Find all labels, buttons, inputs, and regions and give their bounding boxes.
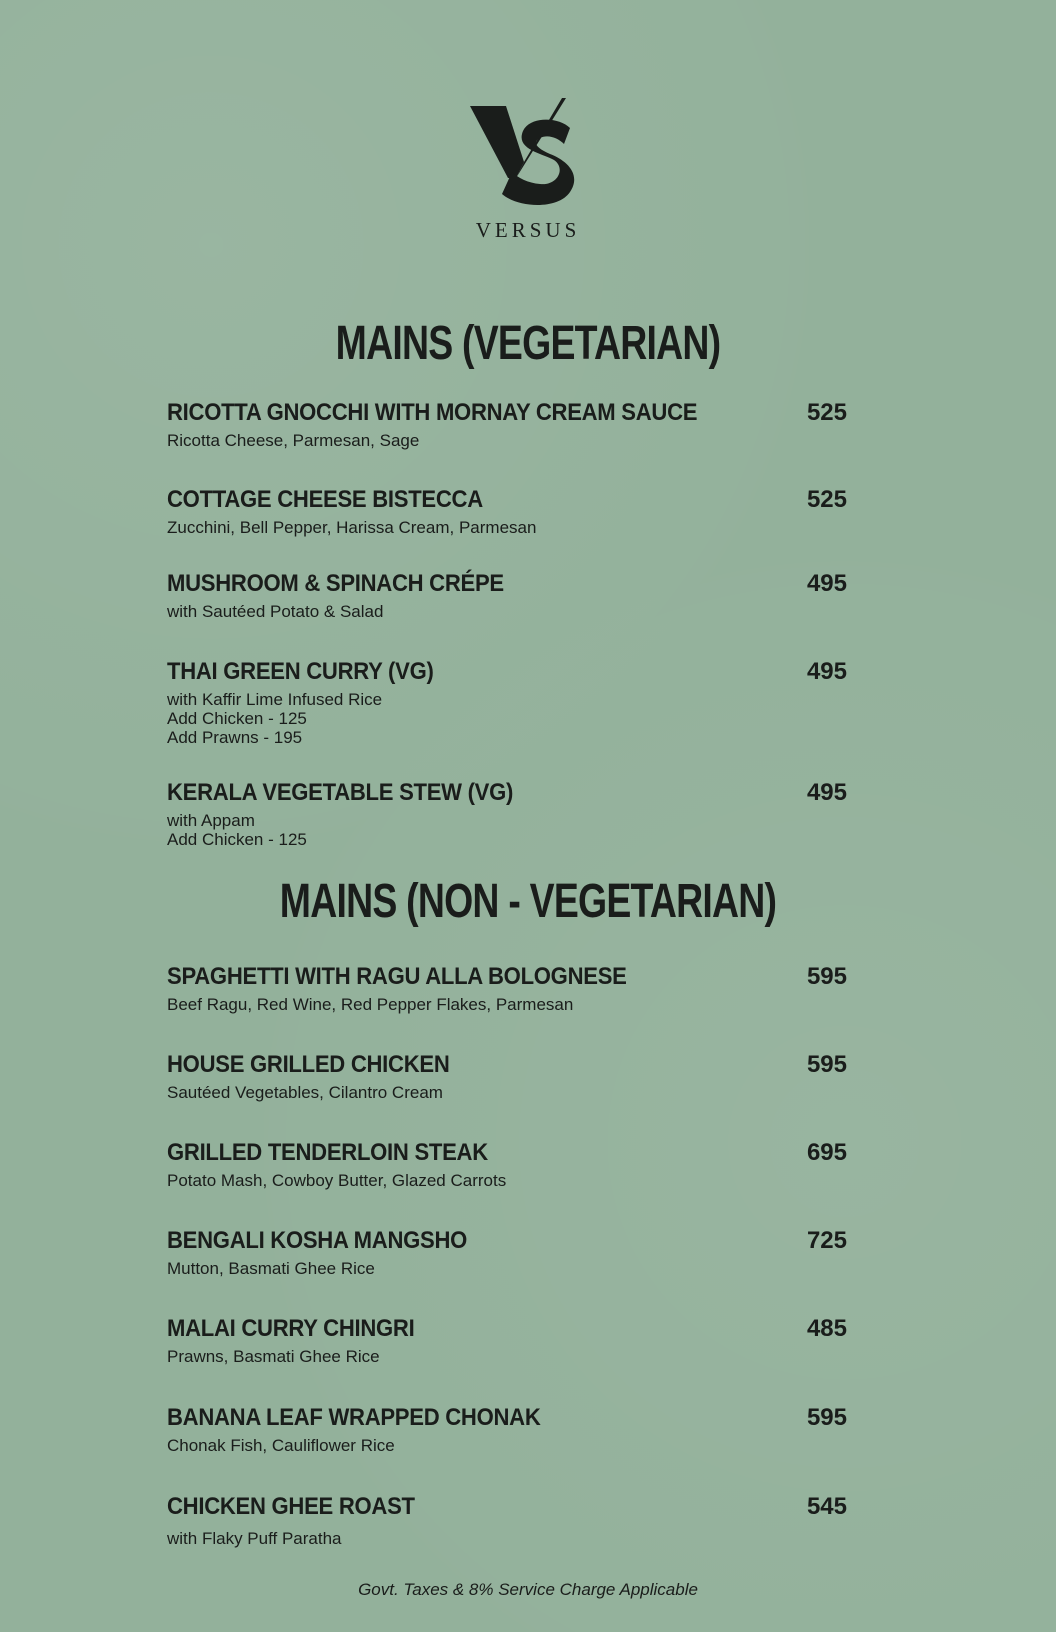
- menu-item: [167, 1493, 847, 1548]
- menu-item: [167, 779, 847, 849]
- menu-item: [167, 486, 847, 537]
- item-desc-line: with Appam: [167, 811, 255, 830]
- item-name: HOUSE GRILLED CHICKEN: [167, 1051, 450, 1078]
- item-name: MUSHROOM & SPINACH CRÉPE: [167, 570, 504, 597]
- menu-item: [167, 658, 847, 747]
- menu-item: [167, 1051, 847, 1102]
- item-name: RICOTTA GNOCCHI WITH MORNAY CREAM SAUCE: [167, 399, 698, 426]
- menu-item: [167, 963, 847, 1014]
- item-name: BANANA LEAF WRAPPED CHONAK: [167, 1404, 541, 1431]
- menu-item: [167, 1139, 847, 1190]
- item-desc-line: with Kaffir Lime Infused Rice: [167, 690, 383, 709]
- item-description: [167, 518, 847, 537]
- item-price: 695: [806, 1139, 847, 1166]
- section-title-vegetarian: MAINS (VEGETARIAN): [335, 317, 721, 370]
- item-price: 725: [806, 1227, 847, 1254]
- item-price: 495: [806, 779, 847, 806]
- item-description: [167, 690, 847, 747]
- menu-item: [167, 570, 847, 621]
- item-price: 595: [806, 1051, 847, 1078]
- section-title-non-vegetarian: MAINS (NON - VEGETARIAN): [279, 875, 777, 928]
- menu-item: [167, 1227, 847, 1278]
- item-desc-line: Add Prawns - 195: [167, 728, 303, 747]
- item-price: 495: [806, 570, 847, 597]
- item-name: MALAI CURRY CHINGRI: [167, 1315, 415, 1342]
- item-desc-line: Ricotta Cheese, Parmesan, Sage: [167, 431, 420, 450]
- item-desc-line: Zucchini, Bell Pepper, Harissa Cream, Parmesan: [167, 518, 537, 537]
- item-name: GRILLED TENDERLOIN STEAK: [167, 1139, 488, 1166]
- item-name: SPAGHETTI WITH RAGU ALLA BOLOGNESE: [167, 963, 627, 990]
- vs-logo-mark: [462, 98, 594, 210]
- item-description: [167, 1171, 847, 1190]
- item-description: [167, 1529, 847, 1548]
- item-price: 525: [806, 486, 847, 513]
- item-description: [167, 995, 847, 1014]
- brand-name: VERSUS: [475, 218, 581, 242]
- item-description: [167, 1259, 847, 1278]
- item-name: COTTAGE CHEESE BISTECCA: [167, 486, 483, 513]
- item-description: [167, 602, 847, 621]
- item-price: 485: [806, 1315, 847, 1342]
- item-price: 495: [806, 658, 847, 685]
- item-price: 545: [806, 1493, 847, 1520]
- item-desc-line: Sautéed Vegetables, Cilantro Cream: [167, 1083, 443, 1102]
- item-price: 525: [806, 399, 847, 426]
- item-price: 595: [806, 1404, 847, 1431]
- item-name: CHICKEN GHEE ROAST: [167, 1493, 415, 1520]
- item-description: [167, 431, 847, 450]
- item-price: 595: [806, 963, 847, 990]
- item-name: BENGALI KOSHA MANGSHO: [167, 1227, 468, 1254]
- item-desc-line: Prawns, Basmati Ghee Rice: [167, 1347, 380, 1366]
- item-desc-line: Mutton, Basmati Ghee Rice: [167, 1259, 375, 1278]
- brand-logo: [462, 98, 594, 248]
- item-desc-line: Chonak Fish, Cauliflower Rice: [167, 1436, 395, 1455]
- item-name: KERALA VEGETABLE STEW (VG): [167, 779, 514, 806]
- item-description: [167, 1436, 847, 1455]
- item-description: [167, 1083, 847, 1102]
- item-description: [167, 1347, 847, 1366]
- item-desc-line: Beef Ragu, Red Wine, Red Pepper Flakes, Parmesan: [167, 995, 574, 1014]
- item-desc-line: with Flaky Puff Paratha: [167, 1529, 342, 1548]
- item-desc-line: with Sautéed Potato & Salad: [167, 602, 384, 621]
- item-name: THAI GREEN CURRY (VG): [167, 658, 434, 685]
- menu-item: [167, 1404, 847, 1455]
- item-desc-line: Add Chicken - 125: [167, 709, 307, 728]
- menu-item: [167, 399, 847, 450]
- item-desc-line: Potato Mash, Cowboy Butter, Glazed Carrots: [167, 1171, 507, 1190]
- menu-item: [167, 1315, 847, 1366]
- footer-note: Govt. Taxes & 8% Service Charge Applicable: [358, 1580, 698, 1599]
- item-description: [167, 811, 847, 849]
- item-desc-line: Add Chicken - 125: [167, 830, 307, 849]
